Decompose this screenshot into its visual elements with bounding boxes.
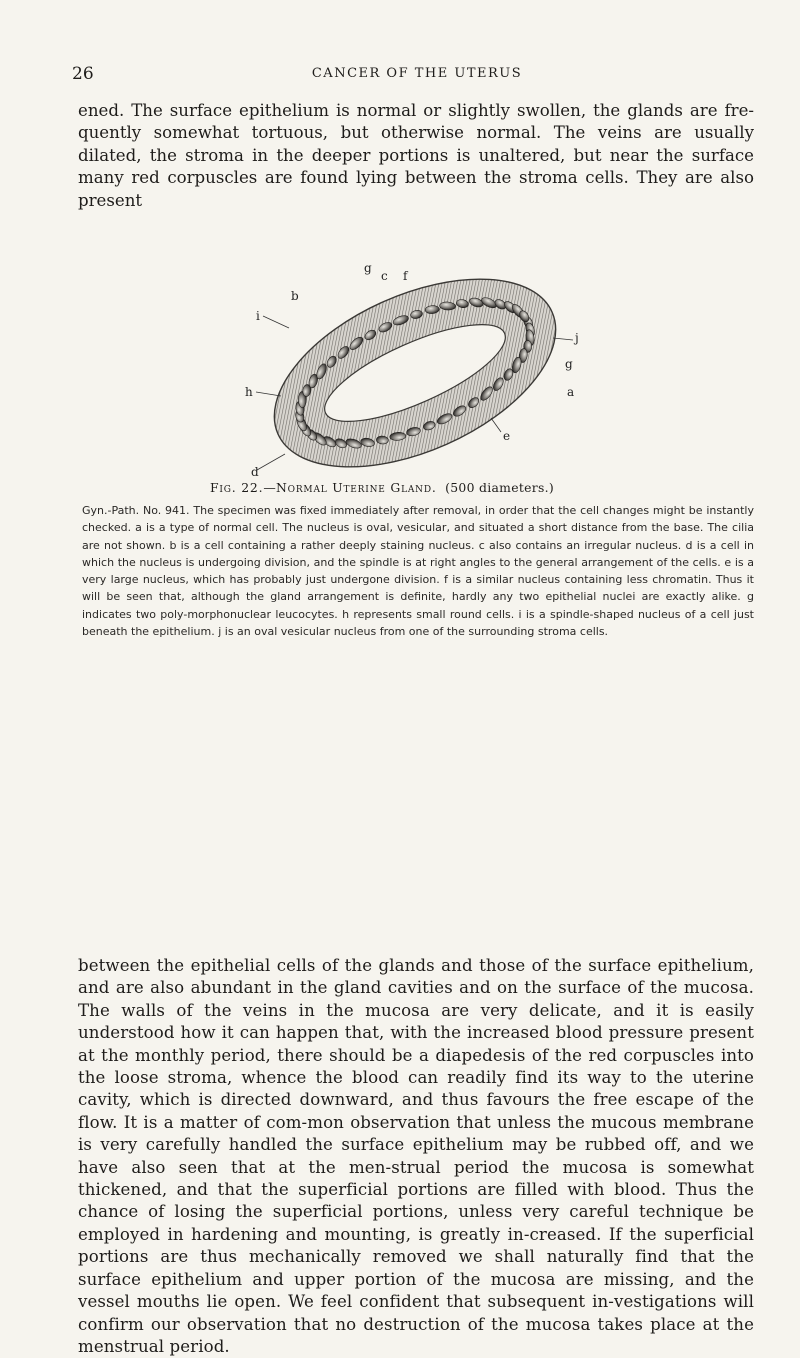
body-paragraph-top: ened. The surface epithelium is normal or slightly swollen, the glands are fre-quently somewhat tortuous, but otherwise normal. The veins are usually dilated, the stroma in the deeper portions is unaltered, but near the surface many red corpuscles are found lying between the stroma cells. They are also present [78,101,754,210]
label-i: i [256,309,260,323]
figure-caption-title: Fig. 22.—Normal Uterine Gland. (500 diameters.) [210,480,555,495]
label-f: f [403,269,408,283]
label-g-top: g [364,261,372,275]
caption-figure-number: Fig. 22. [210,480,264,495]
label-c: c [381,269,388,283]
label-b: b [291,289,299,303]
running-title: CANCER OF THE UTERUS [311,66,523,81]
label-d: d [251,465,259,479]
label-h: h [245,385,253,399]
label-g-right: g [565,357,573,371]
figure-caption-body: Gyn.-Path. No. 941. The specimen was fixed immediately after removal, in order that the cell changes might be instantly checked. a is a type of normal cell. The nucleus is oval, vesicular, and situated a short distance from the base. The cilia are not shown. b is a cell containing a rather deeply staining nucleus. c also contains an irregular nucleus. d is a cell in which the nucleus is undergoing division, and the spindle is at right angles to the general arrangement of the cells. e is a very large nucleus, which has probably just undergone division. f is a similar nucleus containing less chromatin. Thus it will be seen that, although the gland arrangement is definite, hardly any two epithelial nuclei are exactly alike. g indicates two poly-morphonuclear leucocytes. h represents small round cells. i is a spindle-shaped nucleus of a cell just beneath the epithelium. j is an oval vesicular nucleus from one of the surrounding stroma cells. [82,504,754,639]
label-a: a [567,385,575,399]
page-header [72,64,762,86]
caption-scale: (500 diameters.) [445,480,555,495]
gland-drawing [245,258,585,480]
page-number: 26 [72,64,94,84]
label-j: j [575,331,579,345]
caption-figure-title: Normal Uterine Gland. [276,480,437,495]
label-e: e [503,429,511,443]
uterine-gland-illustration [245,258,585,480]
body-paragraph-bottom: between the epithelial cells of the glands and those of the surface epithelium, and are also abundant in the gland cavities and on the surface of the mucosa. The walls of the veins in the mucosa are very delicate, and it is easily understood how it can happen that, with the increased blood pressure present at the monthly period, there should be a diapedesis of the red corpuscles into the loose stroma, whence the blood can readily find its way to the uterine cavity, which is directed downward, and thus favours the free escape of the flow. It is a matter of com-mon observation that unless the mucous membrane is very carefully handled the surface epithelium may be rubbed off, and we have also seen that at the men-strual period the mucosa is somewhat thickened, and that the superficial portions are filled with blood. Thus the chance of losing the superficial portions, unless very careful technique be employed in hardening and mounting, is greatly in-creased. If the superficial portions are thus mechanically removed we shall naturally find that the surface epithelium and upper portion of the mucosa are missing, and the vessel mouths lie open. We feel confident that subsequent in-vestigations will confirm our observation that no destruction of the mucosa takes place at the menstrual period. [78,956,754,1356]
